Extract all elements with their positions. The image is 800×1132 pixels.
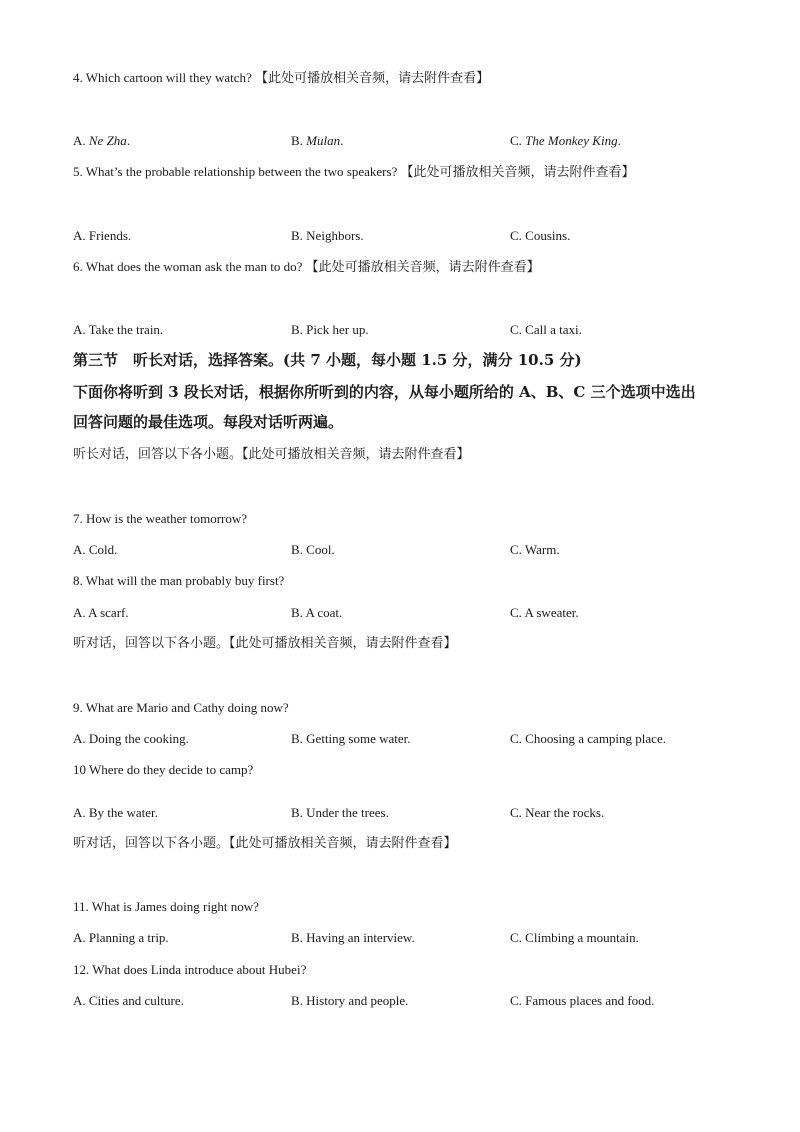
option-c: C. Choosing a camping place. [510, 731, 666, 746]
audio-link[interactable]: 【此处可播放相关音频，请去附件查看】 [305, 260, 540, 275]
option-b: B. Having an interview. [291, 930, 415, 945]
question-10: 10 Where do they decide to camp? [73, 762, 254, 777]
option-a: A. Cities and culture. [73, 993, 184, 1008]
section-title: 第三节 听长对话，选择答案。(共 7 小题，每小题 1.5 分，满分 10.5 分) [73, 351, 582, 369]
option-a: A. By the water. [73, 805, 158, 820]
option-c: C. Climbing a mountain. [510, 930, 639, 945]
option-b: B. Pick her up. [291, 322, 369, 337]
question-6 [73, 259, 540, 276]
option-c: C. Near the rocks. [510, 805, 605, 820]
audio-link[interactable]: 【此处可播放相关音频，请去附件查看】 [400, 165, 635, 180]
option-c: C. Famous places and food. [510, 993, 655, 1008]
question-7: 7. How is the weather tomorrow? [73, 511, 248, 526]
option-b: B. Mulan. [291, 133, 344, 148]
question-text: 6. What does the woman ask the man to do? [73, 259, 303, 274]
option-c: C. The Monkey King. [510, 133, 621, 148]
option-a: A. Take the train. [73, 322, 164, 337]
question-11: 11. What is James doing right now? [73, 899, 259, 914]
option-a: A. Cold. [73, 542, 118, 557]
question-8: 8. What will the man probably buy first? [73, 573, 285, 588]
option-a: A. A scarf. [73, 605, 129, 620]
audio-link[interactable]: 【此处可播放相关音频，请去附件查看】 [255, 71, 490, 86]
dialogue-prompt-2[interactable]: 听对话，回答以下各小题。【此处可播放相关音频，请去附件查看】 [73, 636, 457, 651]
question-5 [73, 164, 635, 181]
option-a: A. Friends. [73, 228, 132, 243]
option-c: C. A sweater. [510, 605, 579, 620]
option-b: B. Cool. [291, 542, 335, 557]
option-c: C. Warm. [510, 542, 560, 557]
section-instructions-2: 回答问题的最佳选项。每段对话听两遍。 [73, 413, 344, 431]
section-instructions-1: 下面你将听到 3 段长对话，根据你所听到的内容，从每小题所给的 A、B、C 三个选项中选出 [73, 383, 696, 401]
option-b: B. Getting some water. [291, 731, 411, 746]
question-12: 12. What does Linda introduce about Hubei? [73, 962, 307, 977]
option-b: B. History and people. [291, 993, 409, 1008]
option-b: B. Under the trees. [291, 805, 389, 820]
dialogue-prompt-3[interactable]: 听对话，回答以下各小题。【此处可播放相关音频，请去附件查看】 [73, 836, 457, 851]
option-a: A. Planning a trip. [73, 930, 169, 945]
option-b: B. Neighbors. [291, 228, 364, 243]
dialogue-prompt-1[interactable]: 听长对话，回答以下各小题。【此处可播放相关音频，请去附件查看】 [73, 447, 470, 462]
question-text: 4. Which cartoon will they watch? [73, 70, 252, 85]
option-c: C. Call a taxi. [510, 322, 582, 337]
option-a: A. Doing the cooking. [73, 731, 189, 746]
option-a: A. Ne Zha. [73, 133, 131, 148]
option-b: B. A coat. [291, 605, 343, 620]
option-c: C. Cousins. [510, 228, 571, 243]
question-text: 5. What’s the probable relationship between the two speakers? [73, 164, 398, 179]
question-9: 9. What are Mario and Cathy doing now? [73, 700, 289, 715]
question-4 [73, 70, 489, 87]
